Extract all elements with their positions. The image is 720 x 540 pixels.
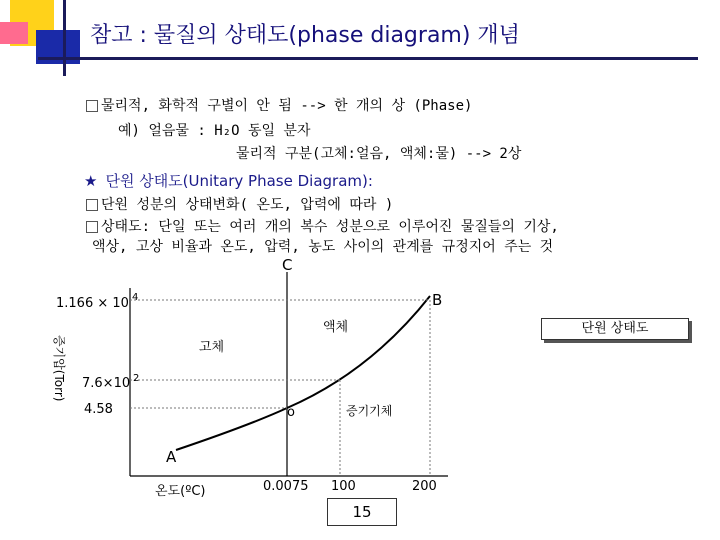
physical-distinction-line: 물리적 구분(고체:얼음, 액체:물) --> 2상 [236, 146, 522, 162]
bullet-physical-chemical: 물리적, 화학적 구별이 안 됨 --> 한 개의 상 (Phase) [86, 95, 472, 115]
star-bullet-icon: ★ [84, 172, 98, 190]
unitary-phase-heading: ★ 단원 상태도(Unitary Phase Diagram): [84, 172, 373, 190]
bullet-phase-diagram-definition: 상태도: 단일 또는 여러 개의 복수 성분으로 이루어진 물질들의 기상, [86, 216, 559, 236]
region-gas: 증기기체 [346, 404, 393, 418]
x-tick-00075: 0.0075 [263, 479, 309, 494]
y-tick-1166: 1.166 × 10 [56, 296, 129, 311]
y-axis-label: 증기압(Torr) [52, 335, 66, 402]
y-tick-760: 7.6×10 [82, 376, 131, 391]
y-tick-760-exponent: 2 [133, 373, 140, 384]
x-axis-label: 온도(ºC) [155, 484, 206, 499]
region-solid: 고체 [199, 340, 225, 355]
y-tick-458: 4.58 [84, 402, 113, 417]
region-liquid: 액체 [323, 320, 349, 335]
point-label-a: A [166, 448, 177, 466]
x-tick-200: 200 [412, 479, 437, 494]
bullet-unitary-component: 단원 성분의 상태변화( 온도, 압력에 따라 ) [86, 194, 393, 214]
point-label-b: B [432, 291, 443, 309]
y-tick-1166-exponent: 4 [132, 292, 139, 303]
unitary-phase-diagram-label: 단원 상태도 [541, 318, 689, 340]
page-number: 15 [327, 498, 397, 526]
phase-boundary-curve [176, 296, 430, 450]
slide-title: 참고 : 물질의 상태도(phase diagram) 개념 [90, 23, 520, 48]
example-ice-water: 예) 얼음물 : H₂O 동일 분자 [118, 123, 311, 139]
x-tick-100: 100 [331, 479, 356, 494]
point-label-o: o [287, 405, 295, 420]
phase-diagram-definition-continued: 액상, 고상 비율과 온도, 압력, 농도 사이의 관계를 규정지어 주는 것 [92, 239, 554, 255]
point-label-c: C [282, 256, 293, 274]
